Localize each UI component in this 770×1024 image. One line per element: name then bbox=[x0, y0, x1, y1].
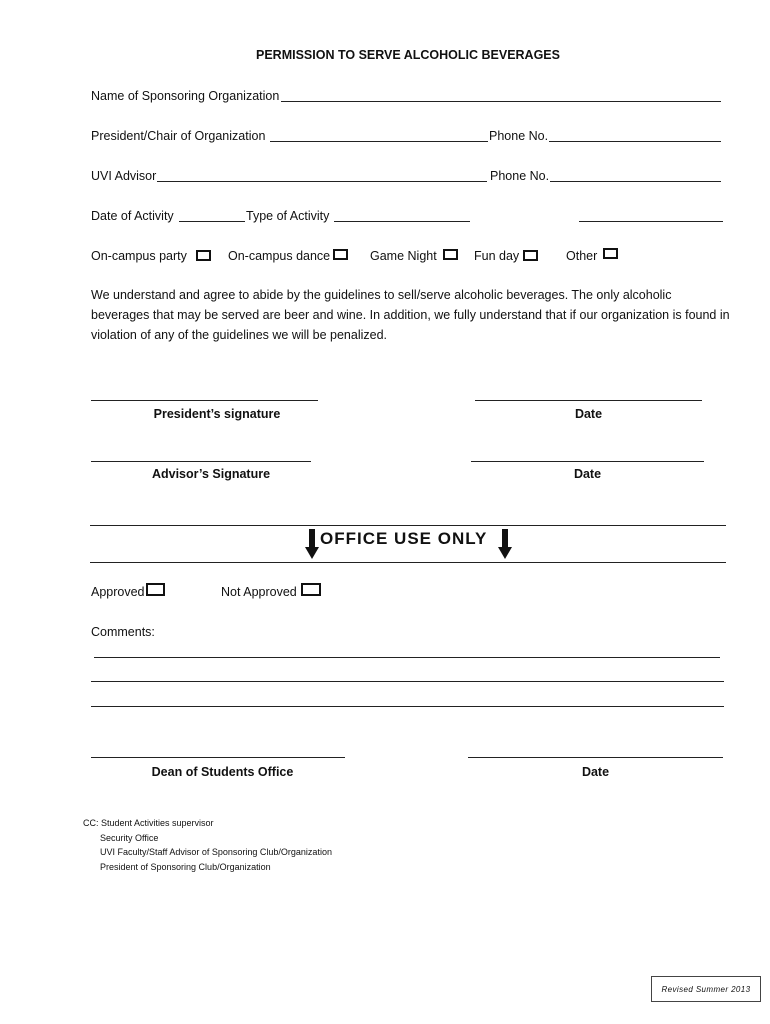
phone-input-1[interactable] bbox=[549, 141, 721, 142]
oncampus-party-label: On-campus party bbox=[91, 249, 187, 263]
date-activity-input[interactable] bbox=[179, 221, 245, 222]
oncampus-party-checkbox[interactable] bbox=[196, 250, 211, 261]
oncampus-dance-checkbox[interactable] bbox=[333, 249, 348, 260]
comments-line-3[interactable] bbox=[91, 706, 724, 707]
location-activity-input[interactable] bbox=[579, 221, 723, 222]
president-input[interactable] bbox=[270, 141, 488, 142]
office-use-only-heading: OFFICE USE ONLY bbox=[320, 529, 488, 548]
not-approved-label: Not Approved bbox=[221, 585, 297, 599]
down-arrow-icon-left bbox=[305, 529, 319, 559]
other-checkbox[interactable] bbox=[603, 248, 618, 259]
oncampus-dance-label: On-campus dance bbox=[228, 249, 331, 263]
dean-signature-label: Dean of Students Office bbox=[151, 765, 294, 779]
form-title: PERMISSION TO SERVE ALCOHOLIC BEVERAGES bbox=[256, 48, 560, 62]
cc-label: CC: bbox=[83, 818, 99, 828]
type-activity-label: Type of Activity bbox=[246, 209, 330, 223]
advisor-signature-line[interactable] bbox=[91, 461, 311, 462]
president-signature-label: President’s signature bbox=[153, 407, 281, 421]
phone-label-2: Phone No. bbox=[490, 169, 550, 183]
cc-item: Security Office bbox=[100, 832, 159, 843]
dean-date-line[interactable] bbox=[468, 757, 723, 758]
date-line-2[interactable] bbox=[471, 461, 704, 462]
comments-line-2[interactable] bbox=[91, 681, 724, 682]
fun-day-checkbox[interactable] bbox=[523, 250, 538, 261]
date-label-1: Date bbox=[574, 407, 603, 421]
not-approved-checkbox[interactable] bbox=[301, 583, 321, 596]
dean-signature-line[interactable] bbox=[91, 757, 345, 758]
advisor-label: UVI Advisor bbox=[91, 169, 157, 183]
revised-note: Revised Summer 2013 bbox=[651, 976, 761, 1002]
sponsoring-org-label: Name of Sponsoring Organization bbox=[91, 89, 280, 103]
approved-checkbox[interactable] bbox=[146, 583, 165, 596]
advisor-signature-label: Advisor’s Signature bbox=[151, 467, 271, 481]
game-night-checkbox[interactable] bbox=[443, 249, 458, 260]
date-label-2: Date bbox=[573, 467, 602, 481]
game-night-label: Game Night bbox=[370, 249, 437, 263]
president-signature-line[interactable] bbox=[91, 400, 318, 401]
fun-day-label: Fun day bbox=[474, 249, 520, 263]
comments-label: Comments: bbox=[91, 625, 155, 639]
advisor-input[interactable] bbox=[157, 181, 487, 182]
date-activity-label: Date of Activity bbox=[91, 209, 174, 223]
cc-item: Student Activities supervisor bbox=[101, 818, 214, 828]
down-arrow-icon-right bbox=[498, 529, 512, 559]
agreement-paragraph: We understand and agree to abide by the guidelines to sell/serve alcoholic beverages. The only alcoholic beverages that may be served are beer and wine. In addition, we fully understand that if our organization is found in violation of any of the guidelines we will be penalized. bbox=[91, 288, 730, 342]
date-line-1[interactable] bbox=[475, 400, 702, 401]
comments-line-1[interactable] bbox=[94, 657, 720, 658]
cc-item: President of Sponsoring Club/Organization bbox=[100, 861, 271, 872]
dean-date-label: Date bbox=[581, 765, 610, 779]
phone-label-1: Phone No. bbox=[489, 129, 549, 143]
type-activity-input[interactable] bbox=[334, 221, 470, 222]
sponsoring-org-input[interactable] bbox=[281, 101, 721, 102]
phone-input-2[interactable] bbox=[550, 181, 721, 182]
cc-item: UVI Faculty/Staff Advisor of Sponsoring Club/Organization bbox=[100, 847, 332, 857]
other-label: Other bbox=[566, 249, 598, 263]
approved-label: Approved bbox=[91, 585, 145, 599]
president-label: President/Chair of Organization bbox=[91, 129, 266, 143]
